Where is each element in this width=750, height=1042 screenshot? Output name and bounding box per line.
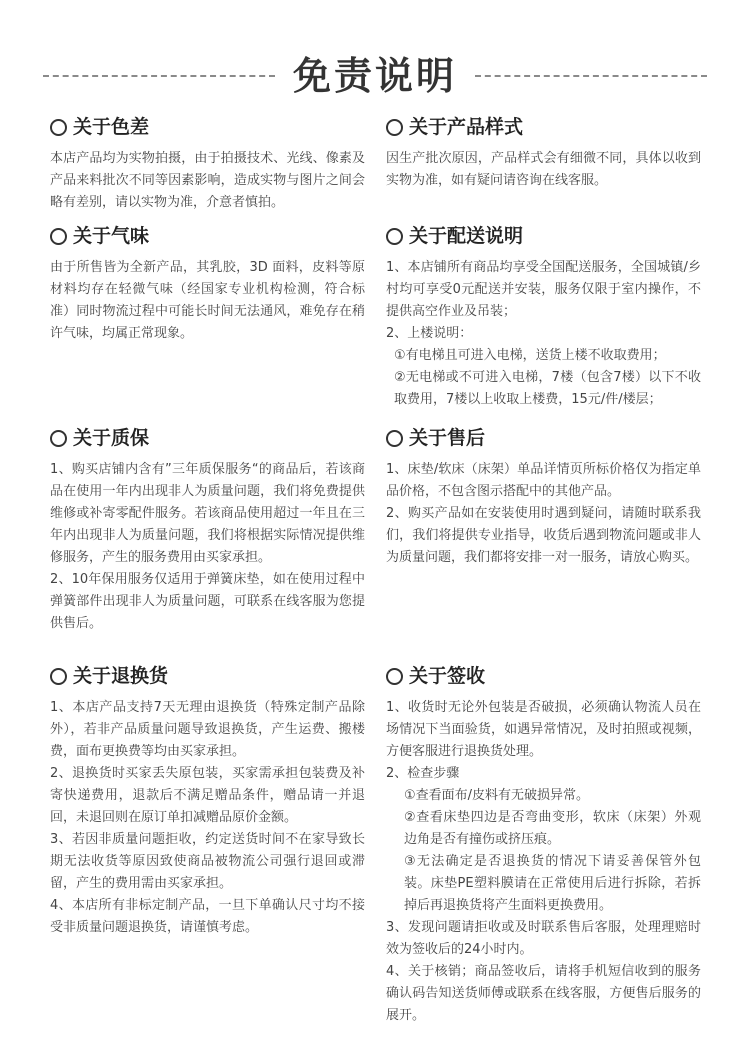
section-text: 1、本店产品支持7天无理由退换货（特殊定制产品除外），若非产品质量问题导致退换货，产生运费、搬楼费，面布更换费等均由买家承担。 (50, 700, 365, 759)
section-body (386, 148, 701, 192)
circle-bullet-icon (386, 119, 403, 136)
section-text: 3、若因非质量问题拒收，约定送货时间不在家导致长期无法收货等原因致使商品被物流公司强行退回或滞留，产生的费用需由买家承担。 (50, 832, 365, 891)
section-color-difference (50, 112, 365, 214)
section-title: 关于配送说明 (409, 225, 524, 247)
section-text: 2、检查步骤 (386, 766, 460, 781)
section-returns (50, 661, 365, 939)
section-text: ②无电梯或不可进入电梯，7楼（包含7楼）以下不收取费用，7楼以上收取上楼费，15元/件/楼层； (394, 370, 701, 407)
section-text: 1、本店铺所有商品均享受全国配送服务，全国城镇/乡村均可享受0元配送并安装，服务仅限于室内操作，不提供高空作业及吊装； (386, 260, 701, 319)
title-divider-right (475, 75, 707, 77)
section-text: 4、本店所有非标定制产品，一旦下单确认尺寸均不接受非质量问题退换货，请谨慎考虑。 (50, 898, 365, 935)
section-title: 关于色差 (73, 116, 150, 138)
section-header (50, 661, 365, 691)
section-delivery (386, 221, 701, 411)
section-text: ①有电梯且可进入电梯，送货上楼不收取费用； (394, 348, 666, 363)
section-after-sales (386, 423, 701, 569)
page-title: 免责说明 (292, 54, 457, 98)
section-title: 关于气味 (73, 225, 150, 247)
circle-bullet-icon (50, 228, 67, 245)
section-text: 由于所售皆为全新产品，其乳胶，3D 面料，皮料等原材料均存在轻微气味（经国家专业机构检测，符合标准）同时物流过程中可能长时间无法通风，难免存在稍许气味，均属正常现象。 (50, 260, 365, 341)
section-body (50, 257, 365, 345)
section-header (50, 221, 365, 251)
section-header (386, 112, 701, 142)
title-divider-left (43, 75, 275, 77)
section-title: 关于退换货 (73, 665, 169, 687)
section-text: 4、关于核销；商品签收后，请将手机短信收到的服务确认码告知送货师傅或联系在线客服，方便售后服务的展开。 (386, 964, 701, 1023)
circle-bullet-icon (50, 119, 67, 136)
section-title: 关于售后 (409, 427, 486, 449)
section-text: ②查看床垫四边是否弯曲变形，软床（床架）外观边角是否有撞伤或挤压痕。 (404, 810, 701, 847)
section-text: ①查看面布/皮料有无破损异常。 (404, 788, 590, 803)
section-text: 本店产品均为实物拍摄，由于拍摄技术、光线、像素及产品来料批次不同等因素影响，造成实物与图片之间会略有差别，请以实物为准，介意者慎拍。 (50, 151, 365, 210)
title-row (0, 48, 750, 104)
section-text: 2、购买产品如在安装使用时遇到疑问，请随时联系我们，我们将提供专业指导，收货后遇到物流问题或非人为质量问题，我们都将安排一对一服务，请放心购买。 (386, 506, 701, 565)
section-product-style (386, 112, 701, 192)
section-header (50, 112, 365, 142)
section-title: 关于产品样式 (409, 116, 524, 138)
section-text: 1、收货时无论外包装是否破损，必须确认物流人员在场情况下当面验货，如遇异常情况，及时拍照或视频，方便客服进行退换货处理。 (386, 700, 701, 759)
section-body (50, 148, 365, 214)
section-header (386, 423, 701, 453)
section-text: 3、发现问题请拒收或及时联系售后客服，处理理赔时效为签收后的24小时内。 (386, 920, 701, 957)
circle-bullet-icon (386, 430, 403, 447)
section-body (386, 257, 701, 411)
section-text: 因生产批次原因，产品样式会有细微不同，具体以收到实物为准，如有疑问请咨询在线客服。 (386, 151, 701, 188)
circle-bullet-icon (50, 668, 67, 685)
section-body (50, 459, 365, 635)
section-text: 2、退换货时买家丢失原包装，买家需承担包装费及补寄快递费用，退款后不满足赠品条件，赠品请一并退回，未退回则在原订单扣减赠品原价金额。 (50, 766, 365, 825)
section-text: ③无法确定是否退换货的情况下请妥善保管外包装。床垫PE塑料膜请在正常使用后进行拆除，若拆掉后再退换货将产生面料更换费用。 (404, 854, 701, 913)
section-body (386, 459, 701, 569)
section-title: 关于质保 (73, 427, 150, 449)
circle-bullet-icon (386, 228, 403, 245)
section-text: 1、购买店铺内含有”三年质保服务“的商品后，若该商品在使用一年内出现非人为质量问题，我们将免费提供维修或补寄零配件服务。若该商品使用超过一年且在三年内出现非人为质量问题，我们将根据实际情况提供维修服务，产生的服务费用由买家承担。 (50, 462, 365, 565)
section-warranty (50, 423, 365, 635)
section-header (386, 661, 701, 691)
section-header (386, 221, 701, 251)
section-sign-for-delivery (386, 661, 701, 1027)
section-text: 2、上楼说明： (386, 326, 473, 341)
section-body (386, 697, 701, 1027)
section-header (50, 423, 365, 453)
section-odor (50, 221, 365, 345)
section-title: 关于签收 (409, 665, 486, 687)
circle-bullet-icon (386, 668, 403, 685)
section-body (50, 697, 365, 939)
section-text: 1、床垫/软床（床架）单品详情页所标价格仅为指定单品价格，不包含图示搭配中的其他产品。 (386, 462, 701, 499)
section-text: 2、10年保用服务仅适用于弹簧床垫，如在使用过程中弹簧部件出现非人为质量问题，可联系在线客服为您提供售后。 (50, 572, 365, 631)
circle-bullet-icon (50, 430, 67, 447)
